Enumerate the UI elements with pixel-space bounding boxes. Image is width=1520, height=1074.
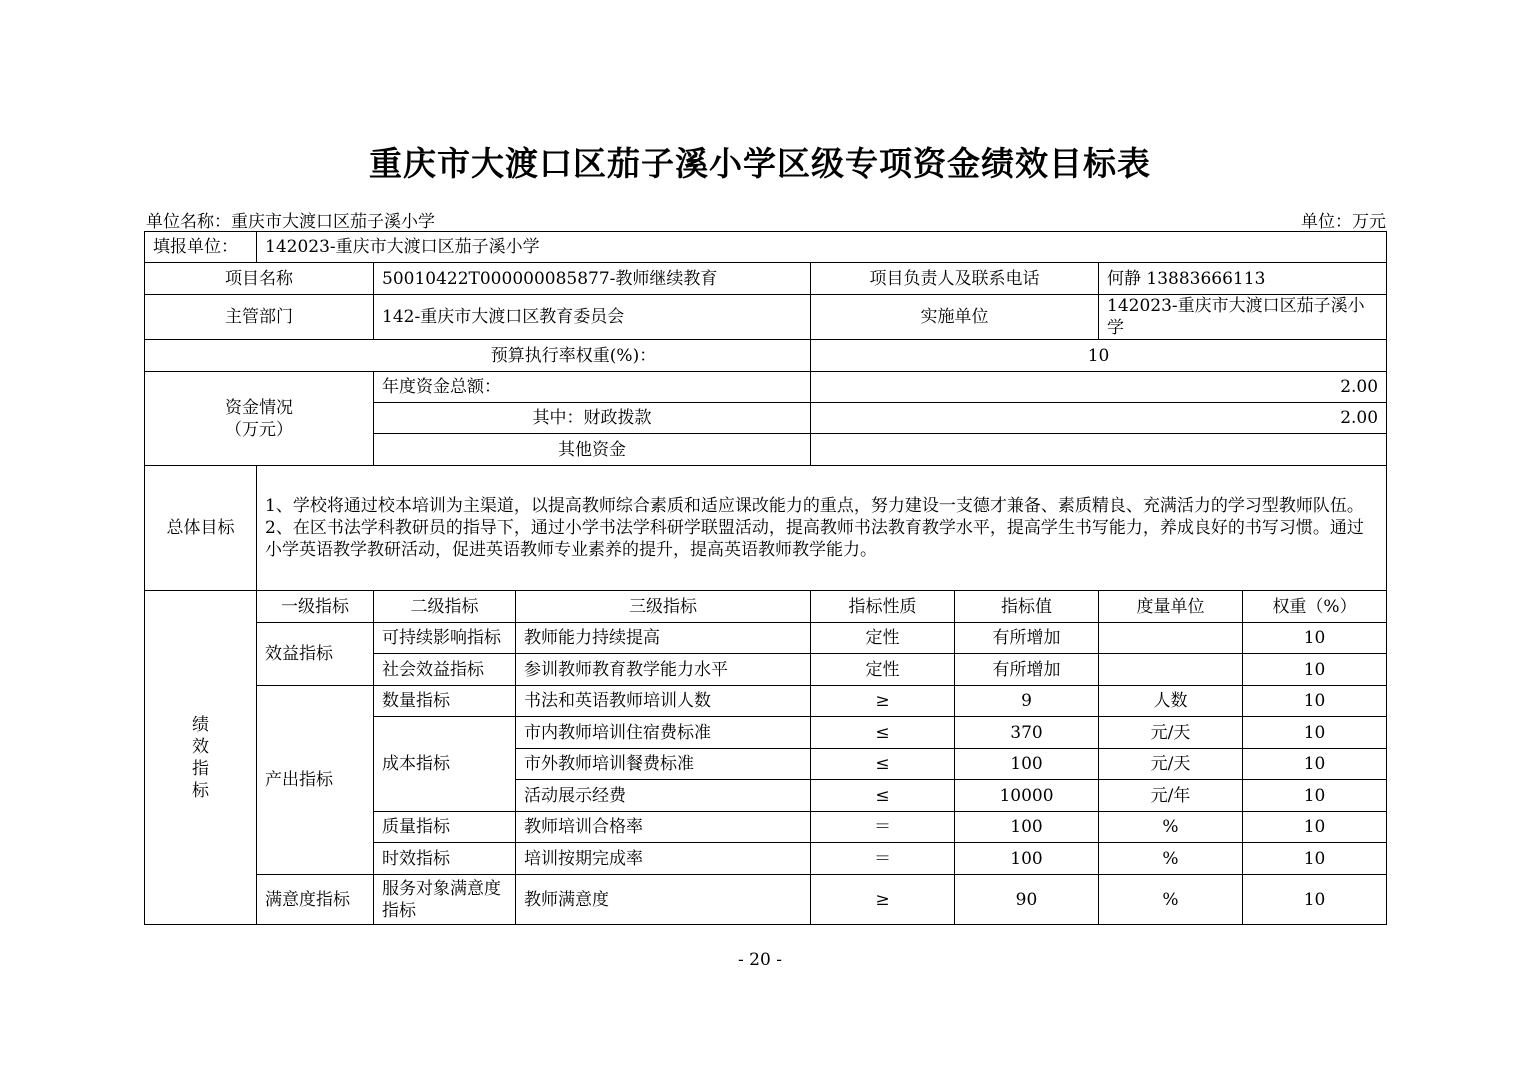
dept-label: 主管部门 — [145, 295, 374, 340]
unit-name: 单位名称：重庆市大渡口区茄子溪小学 — [146, 212, 435, 232]
row-value: 100 — [955, 812, 1099, 843]
funds-label — [145, 372, 374, 466]
dept-row — [145, 295, 1387, 340]
row-nature: 定性 — [811, 654, 955, 686]
row-value: 有所增加 — [955, 654, 1099, 686]
row-l3: 参训教师教育教学能力水平 — [516, 654, 811, 686]
row-nature: ≤ — [811, 749, 955, 780]
row-unit: % — [1099, 843, 1243, 875]
group-quality: 质量指标 — [374, 812, 516, 843]
row-value: 100 — [955, 843, 1099, 875]
row-unit: % — [1099, 812, 1243, 843]
group-service: 服务对象满意度指标 — [374, 875, 516, 925]
row-l3: 教师能力持续提高 — [516, 623, 811, 654]
row-l3: 教师培训合格率 — [516, 812, 811, 843]
group-output: 产出指标 — [257, 686, 374, 875]
project-name-label: 项目名称 — [145, 263, 374, 295]
perf-label — [145, 591, 257, 925]
page-title: 重庆市大渡口区茄子溪小学区级专项资金绩效目标表 — [369, 144, 1151, 183]
row-value: 370 — [955, 717, 1099, 749]
row-nature: ≥ — [811, 875, 955, 925]
row-unit — [1099, 654, 1243, 686]
header-l1: 一级指标 — [257, 591, 374, 623]
report-unit-label: 填报单位： — [145, 232, 257, 263]
row-weight: 10 — [1243, 843, 1387, 875]
row-l3: 教师满意度 — [516, 875, 811, 925]
row-weight: 10 — [1243, 875, 1387, 925]
row-unit: 元/天 — [1099, 717, 1243, 749]
row-weight: 10 — [1243, 654, 1387, 686]
row-unit: 元/天 — [1099, 749, 1243, 780]
funds-total-label: 年度资金总额： — [374, 372, 811, 403]
impl-value: 142023-重庆市大渡口区茄子溪小学 — [1099, 295, 1387, 340]
row-weight: 10 — [1243, 780, 1387, 812]
table-row — [145, 623, 1387, 654]
row-value: 10000 — [955, 780, 1099, 812]
table-row — [145, 686, 1387, 717]
group-sustain: 可持续影响指标 — [374, 623, 516, 654]
row-nature: 定性 — [811, 623, 955, 654]
row-l3: 书法和英语教师培训人数 — [516, 686, 811, 717]
perf-label-char: 标 — [192, 780, 209, 801]
header-unit: 度量单位 — [1099, 591, 1243, 623]
row-nature: ≥ — [811, 686, 955, 717]
row-nature: ＝ — [811, 843, 955, 875]
group-cost: 成本指标 — [374, 717, 516, 812]
performance-table — [144, 231, 1387, 925]
page-number: - 20 - — [738, 950, 782, 970]
project-lead-label: 项目负责人及联系电话 — [811, 263, 1099, 295]
row-l3: 活动展示经费 — [516, 780, 811, 812]
perf-label-char: 效 — [192, 736, 209, 757]
row-value: 有所增加 — [955, 623, 1099, 654]
project-name-value: 50010422T000000085877-教师继续教育 — [374, 263, 811, 295]
dept-value: 142-重庆市大渡口区教育委员会 — [374, 295, 811, 340]
group-satisfaction: 满意度指标 — [257, 875, 374, 925]
row-nature: ≤ — [811, 780, 955, 812]
funds-label-line-1: 资金情况 — [225, 397, 293, 418]
funds-fiscal-value: 2.00 — [811, 403, 1387, 434]
row-l3: 市外教师培训餐费标准 — [516, 749, 811, 780]
header-row — [145, 591, 1387, 623]
funds-total-value: 2.00 — [811, 372, 1387, 403]
row-value: 90 — [955, 875, 1099, 925]
row-value: 9 — [955, 686, 1099, 717]
header-value: 指标值 — [955, 591, 1099, 623]
group-quantity: 数量指标 — [374, 686, 516, 717]
row-value: 100 — [955, 749, 1099, 780]
header-weight: 权重（%） — [1243, 591, 1387, 623]
goal-text-1: 1、学校将通过校本培训为主渠道，以提高教师综合素质和适应课改能力的重点，努力建设一支德才兼备、素质精良、充满活力的学习型教师队伍。 — [265, 496, 1364, 516]
row-unit: % — [1099, 875, 1243, 925]
header-nature: 指标性质 — [811, 591, 955, 623]
row-weight: 10 — [1243, 623, 1387, 654]
project-row — [145, 263, 1387, 295]
goal-label: 总体目标 — [145, 466, 257, 591]
row-nature: ＝ — [811, 812, 955, 843]
report-unit-value: 142023-重庆市大渡口区茄子溪小学 — [257, 232, 1387, 263]
row-unit: 人数 — [1099, 686, 1243, 717]
group-benefit: 效益指标 — [257, 623, 374, 686]
group-social: 社会效益指标 — [374, 654, 516, 686]
header-l3: 三级指标 — [516, 591, 811, 623]
project-lead-value: 何静 13883666113 — [1099, 263, 1387, 295]
row-nature: ≤ — [811, 717, 955, 749]
funds-other-label: 其他资金 — [374, 434, 811, 466]
funds-label-line-2: （万元） — [225, 419, 293, 440]
header-l2: 二级指标 — [374, 591, 516, 623]
group-time: 时效指标 — [374, 843, 516, 875]
row-weight: 10 — [1243, 686, 1387, 717]
perf-label-char: 指 — [192, 758, 209, 779]
row-weight: 10 — [1243, 812, 1387, 843]
currency-unit: 单位：万元 — [1301, 212, 1386, 232]
goal-text-2: 2、在区书法学科教研员的指导下，通过小学书法学科研学联盟活动，提高教师书法教育教学水平，提高学生书写能力，养成良好的书写习惯。通过小学英语教学教研活动，促进英语教师专业素养的提升，提高英语教师教学能力。 — [265, 518, 1364, 560]
row-unit — [1099, 623, 1243, 654]
budget-weight-value: 10 — [811, 340, 1387, 372]
table-row — [145, 875, 1387, 925]
budget-weight-label: 预算执行率权重(%)： — [145, 340, 811, 372]
goal-row — [145, 466, 1387, 591]
perf-label-char: 绩 — [192, 714, 209, 735]
row-unit: 元/年 — [1099, 780, 1243, 812]
budget-weight-row — [145, 340, 1387, 372]
row-weight: 10 — [1243, 749, 1387, 780]
funds-fiscal-label: 其中：财政拨款 — [374, 403, 811, 434]
report-unit-row — [145, 232, 1387, 263]
row-l3: 市内教师培训住宿费标准 — [516, 717, 811, 749]
row-weight: 10 — [1243, 717, 1387, 749]
row-l3: 培训按期完成率 — [516, 843, 811, 875]
funds-total-row — [145, 372, 1387, 403]
goal-text — [257, 466, 1387, 591]
impl-label: 实施单位 — [811, 295, 1099, 340]
funds-other-value — [811, 434, 1387, 466]
